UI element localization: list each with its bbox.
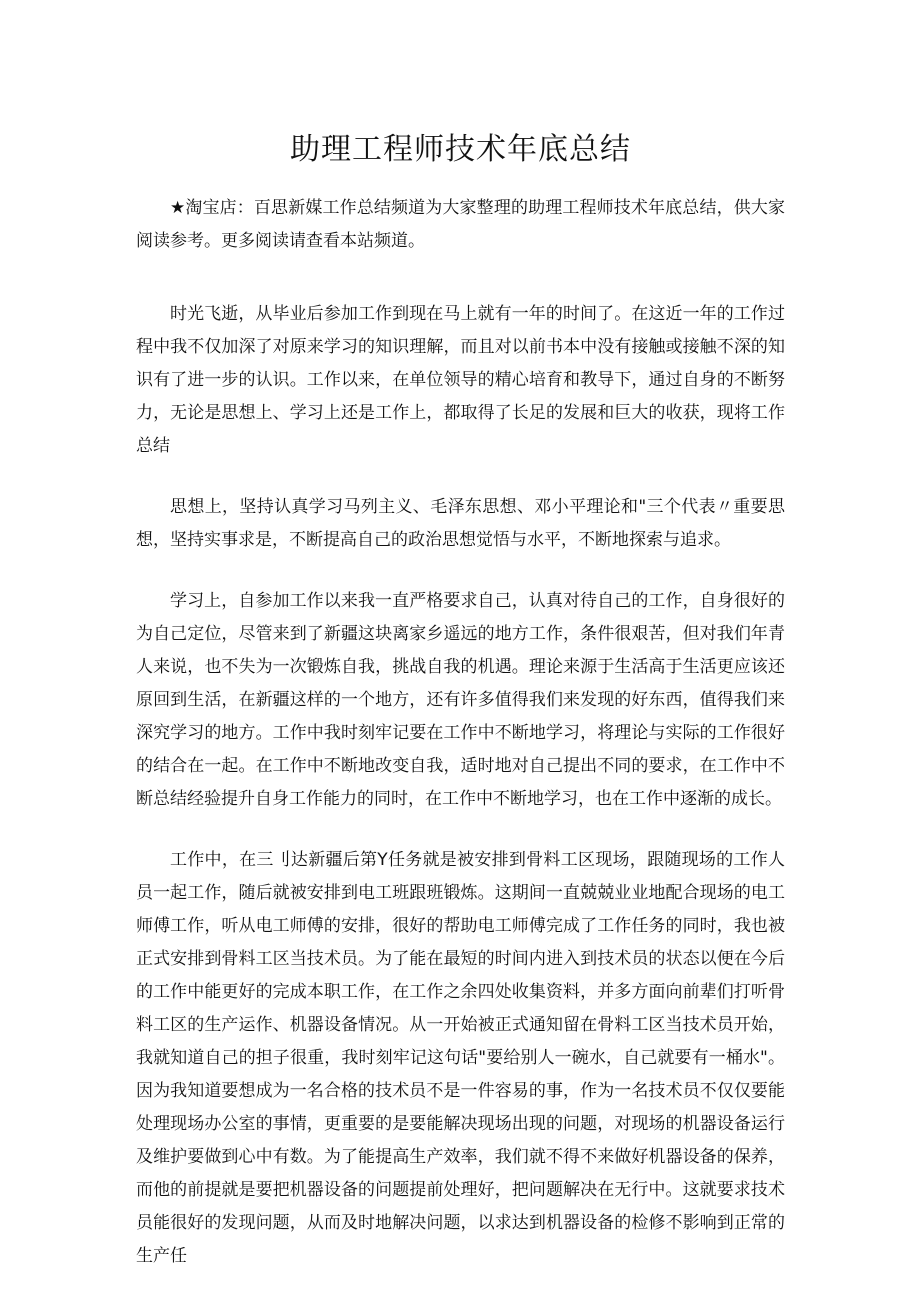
body-paragraph-overview: 时光飞逝，从毕业后参加工作到现在马上就有一年的时间了。在这近一年的工作过程中我不仅加深了对原来学习的知识理解，而且对以前书本中没有接触或接触不深的知识有了进一步的认识。工作以来，在单位领导的精心培育和教导下，通过自身的不断努力，无论是思想上、学习上还是工作上，都取得了长足的发展和巨大的收获，现将工作总结 xyxy=(136,304,785,456)
body-paragraph-ideology: 思想上，坚持认真学习马列主义、毛泽东思想、邓小平理论和"三个代表〃重要思想，坚持实事求是，不断提高自己的政治思想觉悟与水平，不断地探索与追求。 xyxy=(136,497,785,550)
body-paragraph-work: 工作中，在三刂达新疆后第Y任务就是被安排到骨料工区现场，跟随现场的工作人员一起工作，随后就被安排到电工班跟班锻炼。这期间一直兢兢业业地配合现场的电工师傅工作，听从电工师傅的安排，很好的帮助电工师傅完成了工作任务的同时，我也被正式安排到骨料工区当技术员。为了能在最短的时间内进入到技术员的状态以便在今后的工作中能更好的完成本职工作，在工作之余四处收集资料，并多方面向前辈们打听骨料工区的生产运作、机器设备情况。从一开始被正式通知留在骨料工区当技术员开始，我就知道自己的担子很重，我时刻牢记这句话"要给别人一碗水，自己就要有一桶水"。因为我知道要想成为一名合格的技术员不是一件容易的事，作为一名技术员不仅仅要能处理现场办公室的事情，更重要的是要能解决现场出现的问题，对现场的机器设备运行及维护要做到心中有数。为了能提高生产效率，我们就不得不来做好机器设备的保养，而他的前提就是要把机器设备的问题提前处理好，把问题解决在无行中。这就要求技术员能很好的发现问题，从而及时地解决问题，以求达到机器设备的检修不影响到正常的生产任 xyxy=(136,850,785,1266)
body-paragraph-study: 学习上，自参加工作以来我一直严格要求自己，认真对待自己的工作，自身很好的为自己定位，尽管来到了新疆这块离家乡遥远的地方工作，条件很艰苦，但对我们年青人来说，也不失为一次锻炼自我，挑战自我的机遇。理论来源于生活高于生活更应该还原回到生活，在新疆这样的一个地方，还有许多值得我们来发现的好东西，值得我们来深究学习的地方。工作中我时刻牢记要在工作中不断地学习，将理论与实际的工作很好的结合在一起。在工作中不断地改变自我，适时地对自己提出不同的要求，在工作中不断总结经验提升自身工作能力的同时，在工作中不断地学习，也在工作中逐渐的成长。 xyxy=(136,591,785,809)
document-title: 助理工程师技术年底总结 xyxy=(290,132,631,167)
intro-paragraph: ★淘宝店：百思新媒工作总结频道为大家整理的助理工程师技术年底总结，供大家阅读参考。更多阅读请查看本站频道。 xyxy=(136,198,785,251)
